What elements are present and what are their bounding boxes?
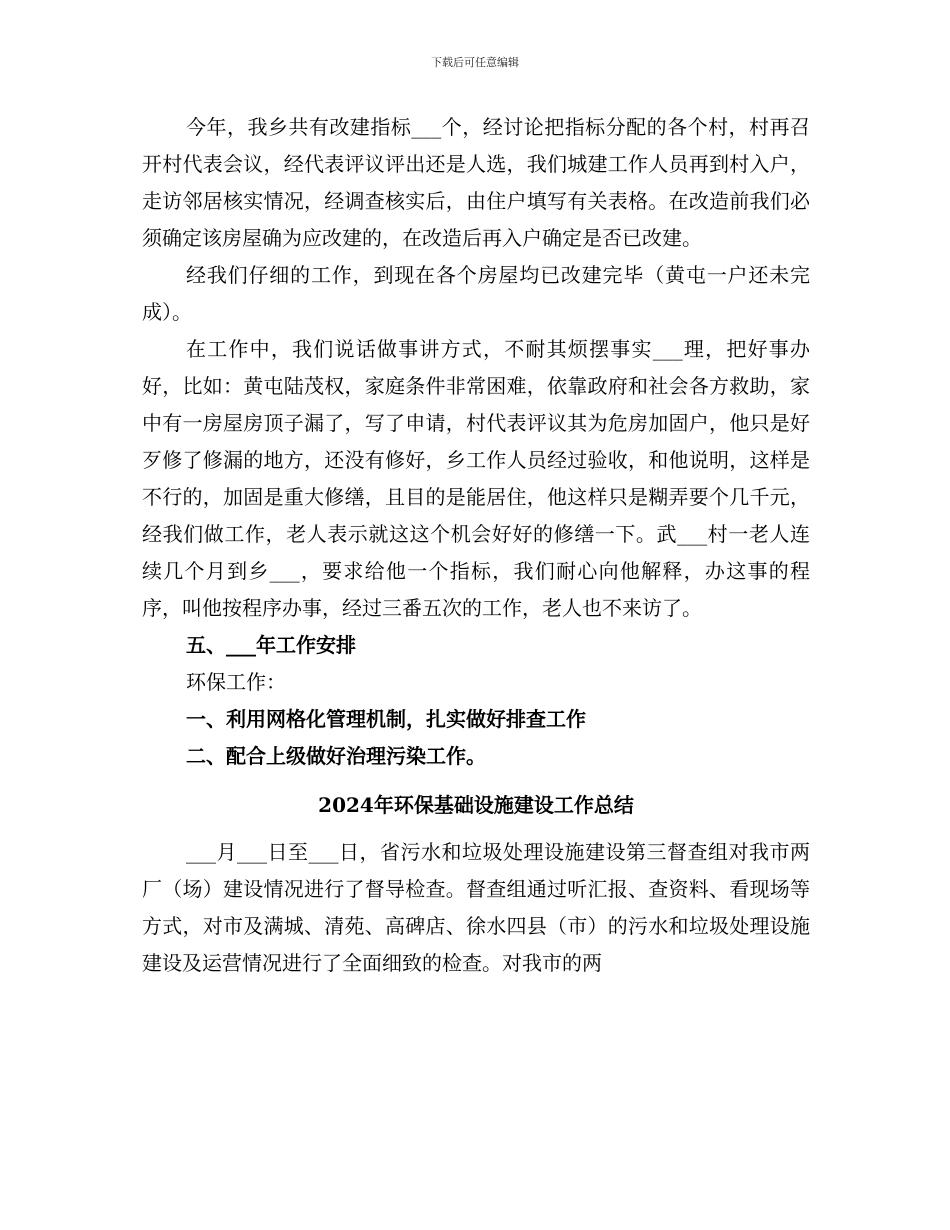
label-environmental-work: 环保工作：	[186, 670, 286, 694]
page-header: 下载后可任意编辑	[431, 56, 519, 69]
document-title: 2024年环保基础设施建设工作总结	[318, 793, 634, 817]
document-body	[142, 109, 810, 982]
section-heading-work-plan: 五、___年工作安排	[186, 633, 356, 657]
plan-item-2: 二、配合上级做好治理污染工作。	[186, 744, 486, 768]
plan-item-1: 一、利用网格化管理机制，扎实做好排查工作	[186, 707, 586, 731]
paragraph-work-method: 在工作中，我们说话做事讲方式，不耐其烦摆事实___理，把好事办好，比如：黄屯陆茂权，家庭条件非常困难，依靠政府和社会各方救助，家中有一房屋房顶子漏了，写了申请，村代表评议其为危房加固户，他只是好歹修了修漏的地方，还没有修好，乡工作人员经过验收，和他说明，这样是不行的，加固是重大修缮，且目的是能居住，他这样只是糊弄要个几千元，经我们做工作，老人表示就这这个机会好好的修缮一下。武___村一老人连续几个月到乡___，要求给他一个指标，我们耐心向他解释，办这事的程序，叫他按程序办事，经过三番五次的工作，老人也不来访了。	[142, 337, 810, 620]
paragraph-completion-status: 经我们仔细的工作，到现在各个房屋均已改建完毕（黄屯一户还未完成）。	[142, 263, 810, 324]
paragraph-reconstruction-quota: 今年，我乡共有改建指标___个，经讨论把指标分配的各个村，村再召开村代表会议，经代表评议评出还是人选，我们城建工作人员再到村入户，走访邻居核实情况，经调查核实后，由住户填写有关表格。在改造前我们必须确定该房屋确为应改建的，在改造后再入户确定是否已改建。	[142, 115, 810, 250]
paragraph-inspection: ___月___日至___日，省污水和垃圾处理设施建设第三督查组对我市两厂（场）建设情况进行了督导检查。督查组通过听汇报、查资料、看现场等方式，对市及满城、清苑、高碑店、徐水四县（市）的污水和垃圾处理设施建设及运营情况进行了全面细致的检查。对我市的两	[142, 840, 810, 975]
